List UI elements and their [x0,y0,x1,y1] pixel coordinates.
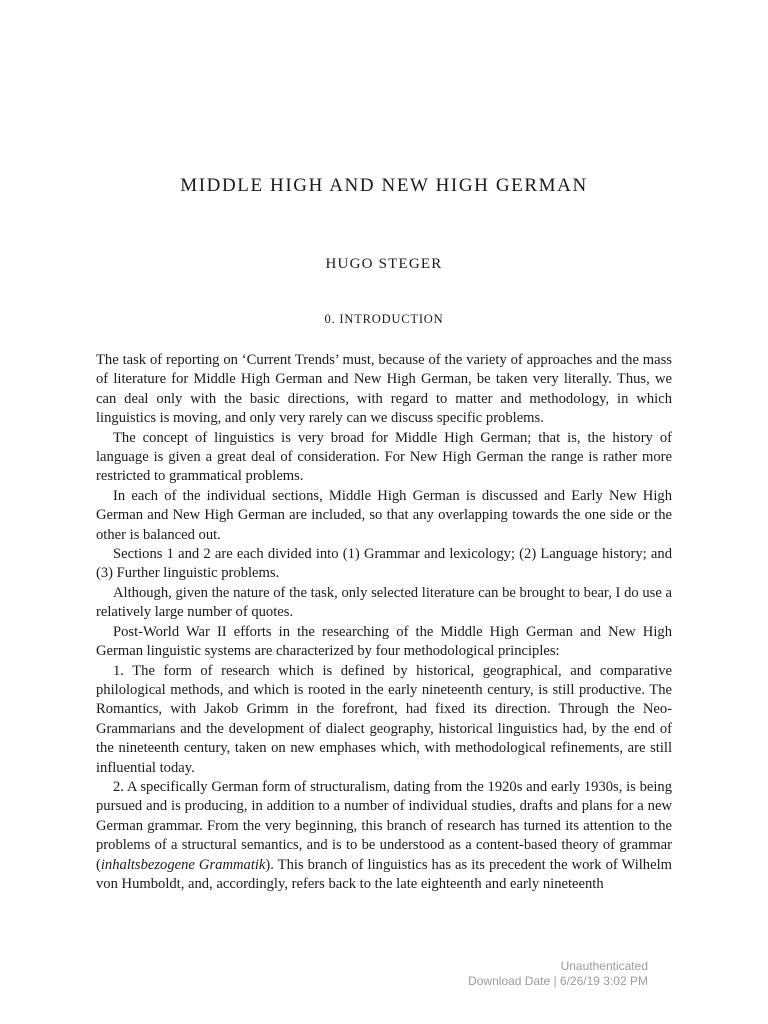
section-heading: 0. INTRODUCTION [324,312,444,326]
paragraph: Sections 1 and 2 are each divided into (1) Grammar and lexicology; (2) Language history; and (3) Further linguistic problems. [96,546,672,582]
author-name: HUGO STEGER [325,256,443,272]
body-text [96,351,672,894]
footer-auth-status: Unauthenticated [560,959,648,973]
paragraph-text: ). This branch of linguistics has as its precedent the work of Wilhelm von Humboldt, and, accordingly, refers back to the late eighteenth and early nineteenth [96,856,672,892]
paragraph: Post-World War II efforts in the researching of the Middle High German and New High German linguistic systems are characterized by four methodological principles: [96,623,672,660]
paragraph: Although, given the nature of the task, only selected literature can be brought to bear, I do use a relatively large number of quotes. [96,584,672,621]
page-title: MIDDLE HIGH AND NEW HIGH GERMAN [180,175,588,196]
italic-term: inhaltsbezogene Grammatik [100,856,266,873]
paragraph: In each of the individual sections, Middle High German is discussed and Early New High German and New High German are included, so that any overlapping towards the one side or the other is balanced out. [96,487,672,543]
footer-download-date: Download Date | 6/26/19 3:02 PM [468,974,648,988]
paragraph: The concept of linguistics is very broad for Middle High German; that is, the history of language is given a great deal of consideration. For New High German the range is rather more restricted to grammatical problems. [96,429,672,485]
paragraph: The task of reporting on ‘Current Trends’ must, because of the variety of approaches and the mass of literature for Middle High German and New High German, be taken very literally. Thus, we can deal only with the basic directions, with regard to matter and methodology, in which linguistics is moving, and only very rarely can we discuss specific problems. [96,352,672,427]
paragraph [96,778,672,894]
paragraph-text: 2. A specifically German form of structuralism, dating from the 1920s and early 1930s, is being pursued and is producing, in addition to a number of individual studies, drafts and plans for a new German grammar. From the very beginning, this branch of research has turned its attention to the problems of a structural semantics, and is to be understood as a content-based theory of grammar ( [96,778,672,873]
paragraph: 1. The form of research which is defined by historical, geographical, and comparative philological methods, and which is rooted in the early nineteenth century, is still productive. The Romantics, with Jakob Grimm in the forefront, had fixed its direction. Through the Neo-Grammarians and the development of dialect geography, historical linguistics had, by the end of the nineteenth century, taken on new emphases which, with methodological refinements, are still influential today. [96,662,672,776]
